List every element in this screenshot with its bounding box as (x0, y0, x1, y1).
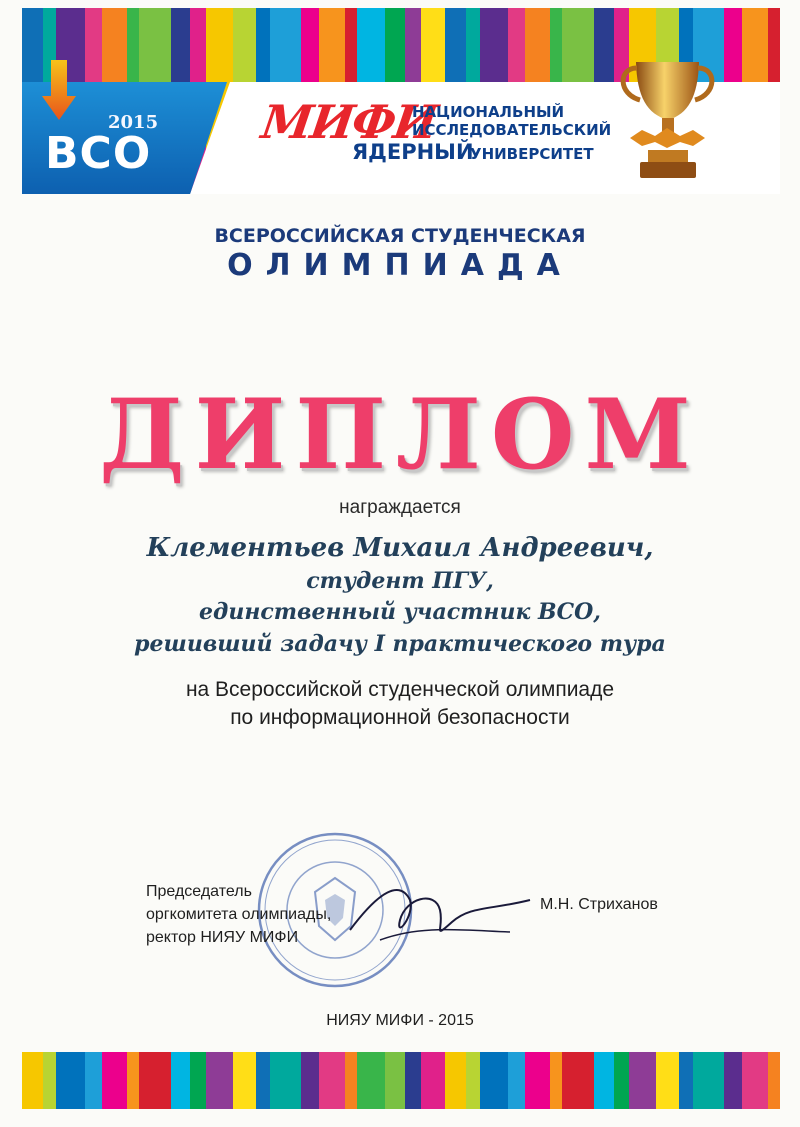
color-stripe (508, 1052, 525, 1109)
recipient-line-1: студент ПГУ, (306, 568, 494, 594)
color-stripe (127, 1052, 138, 1109)
color-stripe (614, 1052, 629, 1109)
color-stripe (480, 1052, 509, 1109)
color-stripe (550, 1052, 561, 1109)
recipient-line-2: единственный участник ВСО, (199, 599, 601, 625)
signature-mark (340, 870, 540, 950)
color-stripe (445, 1052, 466, 1109)
signer-role-line-3: ректор НИЯУ МИФИ (146, 929, 299, 946)
color-stripe (405, 1052, 421, 1109)
color-stripe (22, 1052, 43, 1109)
color-stripe (319, 1052, 345, 1109)
color-stripe (190, 1052, 205, 1109)
footer-text: НИЯУ МИФИ - 2015 (326, 1012, 474, 1029)
color-stripe (385, 1052, 405, 1109)
vso-year: 2015 (108, 112, 159, 133)
olympiad-title-line-2: ОЛИМПИАДА (227, 248, 573, 283)
signer-role-line-2: оргкомитета олимпиады, (146, 906, 332, 923)
color-stripe (43, 1052, 56, 1109)
color-stripe (102, 1052, 127, 1109)
university-line-3b: УНИВЕРСИТЕТ (470, 145, 594, 163)
color-stripe (345, 1052, 357, 1109)
color-stripe (85, 1052, 102, 1109)
color-stripe (56, 1052, 85, 1109)
color-stripe (233, 1052, 256, 1109)
color-stripe (656, 1052, 679, 1109)
event-line-1: на Всероссийской студенческой олимпиаде (185, 678, 615, 701)
color-stripe (768, 1052, 780, 1109)
university-line-2: ИССЛЕДОВАТЕЛЬСКИЙ (412, 121, 612, 139)
trophy-icon (610, 52, 725, 190)
color-stripe (562, 1052, 595, 1109)
color-stripe (270, 1052, 301, 1109)
color-stripe (357, 1052, 385, 1109)
color-stripe (256, 1052, 270, 1109)
color-stripe (301, 1052, 319, 1109)
color-stripe (206, 1052, 233, 1109)
olympiad-title-line-1: ВСЕРОССИЙСКАЯ СТУДЕНЧЕСКАЯ (214, 225, 586, 247)
signer-role-line-1: Председатель (146, 883, 252, 900)
recipient-line-3: решивший задачу I практического тура (134, 631, 666, 657)
bottom-stripes-decoration (22, 1052, 780, 1109)
color-stripe (525, 1052, 550, 1109)
down-arrow-icon (42, 60, 76, 120)
color-stripe (693, 1052, 724, 1109)
color-stripe (421, 1052, 445, 1109)
university-line-3a: ЯДЕРНЫЙ (352, 140, 474, 164)
diploma-title: ДИПЛОМ (99, 378, 701, 491)
event-line-2: по информационной безопасности (230, 706, 570, 729)
color-stripe (466, 1052, 479, 1109)
awarded-label: награждается (339, 497, 461, 518)
color-stripe (742, 1052, 768, 1109)
mephi-logo: МИФИ (258, 95, 440, 149)
color-stripe (724, 1052, 742, 1109)
recipient-name: Клементьев Михаил Андреевич, (146, 533, 654, 563)
vso-title: ВСО (45, 128, 152, 179)
signer-name: М.Н. Стриханов (540, 896, 658, 913)
color-stripe (171, 1052, 190, 1109)
color-stripe (679, 1052, 693, 1109)
color-stripe (629, 1052, 656, 1109)
color-stripe (594, 1052, 613, 1109)
university-line-1: НАЦИОНАЛЬНЫЙ (412, 103, 565, 121)
color-stripe (139, 1052, 172, 1109)
